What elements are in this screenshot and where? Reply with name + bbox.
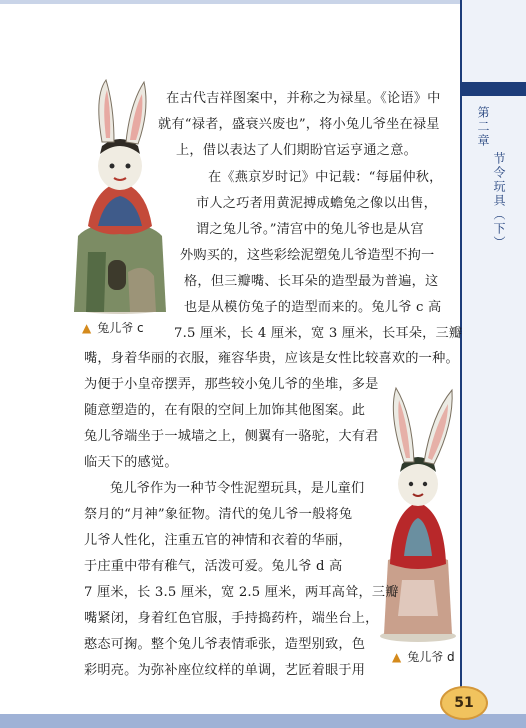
text-line: 格，但三瓣嘴、长耳朵的造型最为普遍，这 bbox=[184, 274, 439, 289]
text-line: 为便于小皇帝摆弄，那些较小兔儿爷的坐堆，多是 bbox=[84, 377, 379, 392]
text-line: 上，借以表达了人们期盼官运亨通之意。 bbox=[176, 143, 417, 158]
figurine-d-image bbox=[368, 384, 468, 644]
text-line: 嘴，身着华丽的衣服，雍容华贵，应该是女性比较喜欢的一种。 bbox=[84, 351, 459, 366]
chapter-number: 第二章 bbox=[476, 106, 490, 148]
figurine-c-image bbox=[64, 76, 176, 316]
text-line: 儿爷人性化，注重五官的神情和衣着的华丽， bbox=[84, 533, 352, 548]
text-line: 7.5 厘米，长 4 厘米，宽 3 厘米，长耳朵，三瓣 bbox=[174, 326, 463, 341]
triangle-icon: ▲ bbox=[392, 650, 402, 664]
text-line: 也是从模仿兔子的造型而来的。兔儿爷 c 高 bbox=[184, 300, 442, 315]
text-line: 就有“禄者，盛衰兴废也”，将小兔儿爷坐在禄星 bbox=[158, 117, 440, 132]
text-line: 憨态可掬。整个兔儿爷表情乖张，造型别致，色 bbox=[84, 637, 366, 652]
caption-c: ▲ 兔儿爷 c bbox=[82, 321, 144, 335]
sidebar-band bbox=[460, 82, 526, 96]
text-line: 于庄重中带有稚气，活泼可爱。兔儿爷 d 高 bbox=[84, 559, 343, 574]
page-number: 51 bbox=[440, 686, 488, 720]
text-line: 兔儿爷作为一种节令性泥塑玩具，是儿童们 bbox=[110, 481, 365, 496]
caption-d: ▲ 兔儿爷 d bbox=[392, 650, 455, 664]
text-line: 嘴紧闭，身着红色官服，手持捣药杵，端坐台上， bbox=[84, 611, 379, 626]
text-line: 祭月的“月神”象征物。清代的兔儿爷一般将兔 bbox=[84, 507, 353, 522]
bottom-ornament bbox=[0, 714, 526, 728]
text-line: 市人之巧者用黄泥搏成蟾兔之像以出售， bbox=[196, 196, 437, 211]
text-line: 临天下的感觉。 bbox=[84, 455, 178, 470]
text-line: 外购买的，这些彩绘泥塑兔儿爷造型不拘一 bbox=[180, 248, 435, 263]
top-rule bbox=[0, 0, 526, 4]
text-line: 7 厘米，长 3.5 厘米，宽 2.5 厘米，两耳高耸，三瓣 bbox=[84, 585, 399, 600]
text-line: 随意塑造的，在有限的空间上加饰其他图案。此 bbox=[84, 403, 366, 418]
chapter-title: 节令玩具（下） bbox=[492, 152, 506, 250]
text-line: 在《燕京岁时记》中记载：“每届仲秋， bbox=[208, 170, 443, 185]
text-line: 谓之兔儿爷。”清宫中的兔儿爷也是从宫 bbox=[196, 222, 424, 237]
text-line: 兔儿爷端坐于一城墙之上，侧翼有一骆驼，大有君 bbox=[84, 429, 379, 444]
text-line: 在古代吉祥图案中，并称之为禄星。《论语》中 bbox=[166, 91, 441, 106]
text-line: 彩明亮。为弥补座位纹样的单调，艺匠着眼于用 bbox=[84, 663, 366, 678]
triangle-icon: ▲ bbox=[82, 321, 92, 335]
